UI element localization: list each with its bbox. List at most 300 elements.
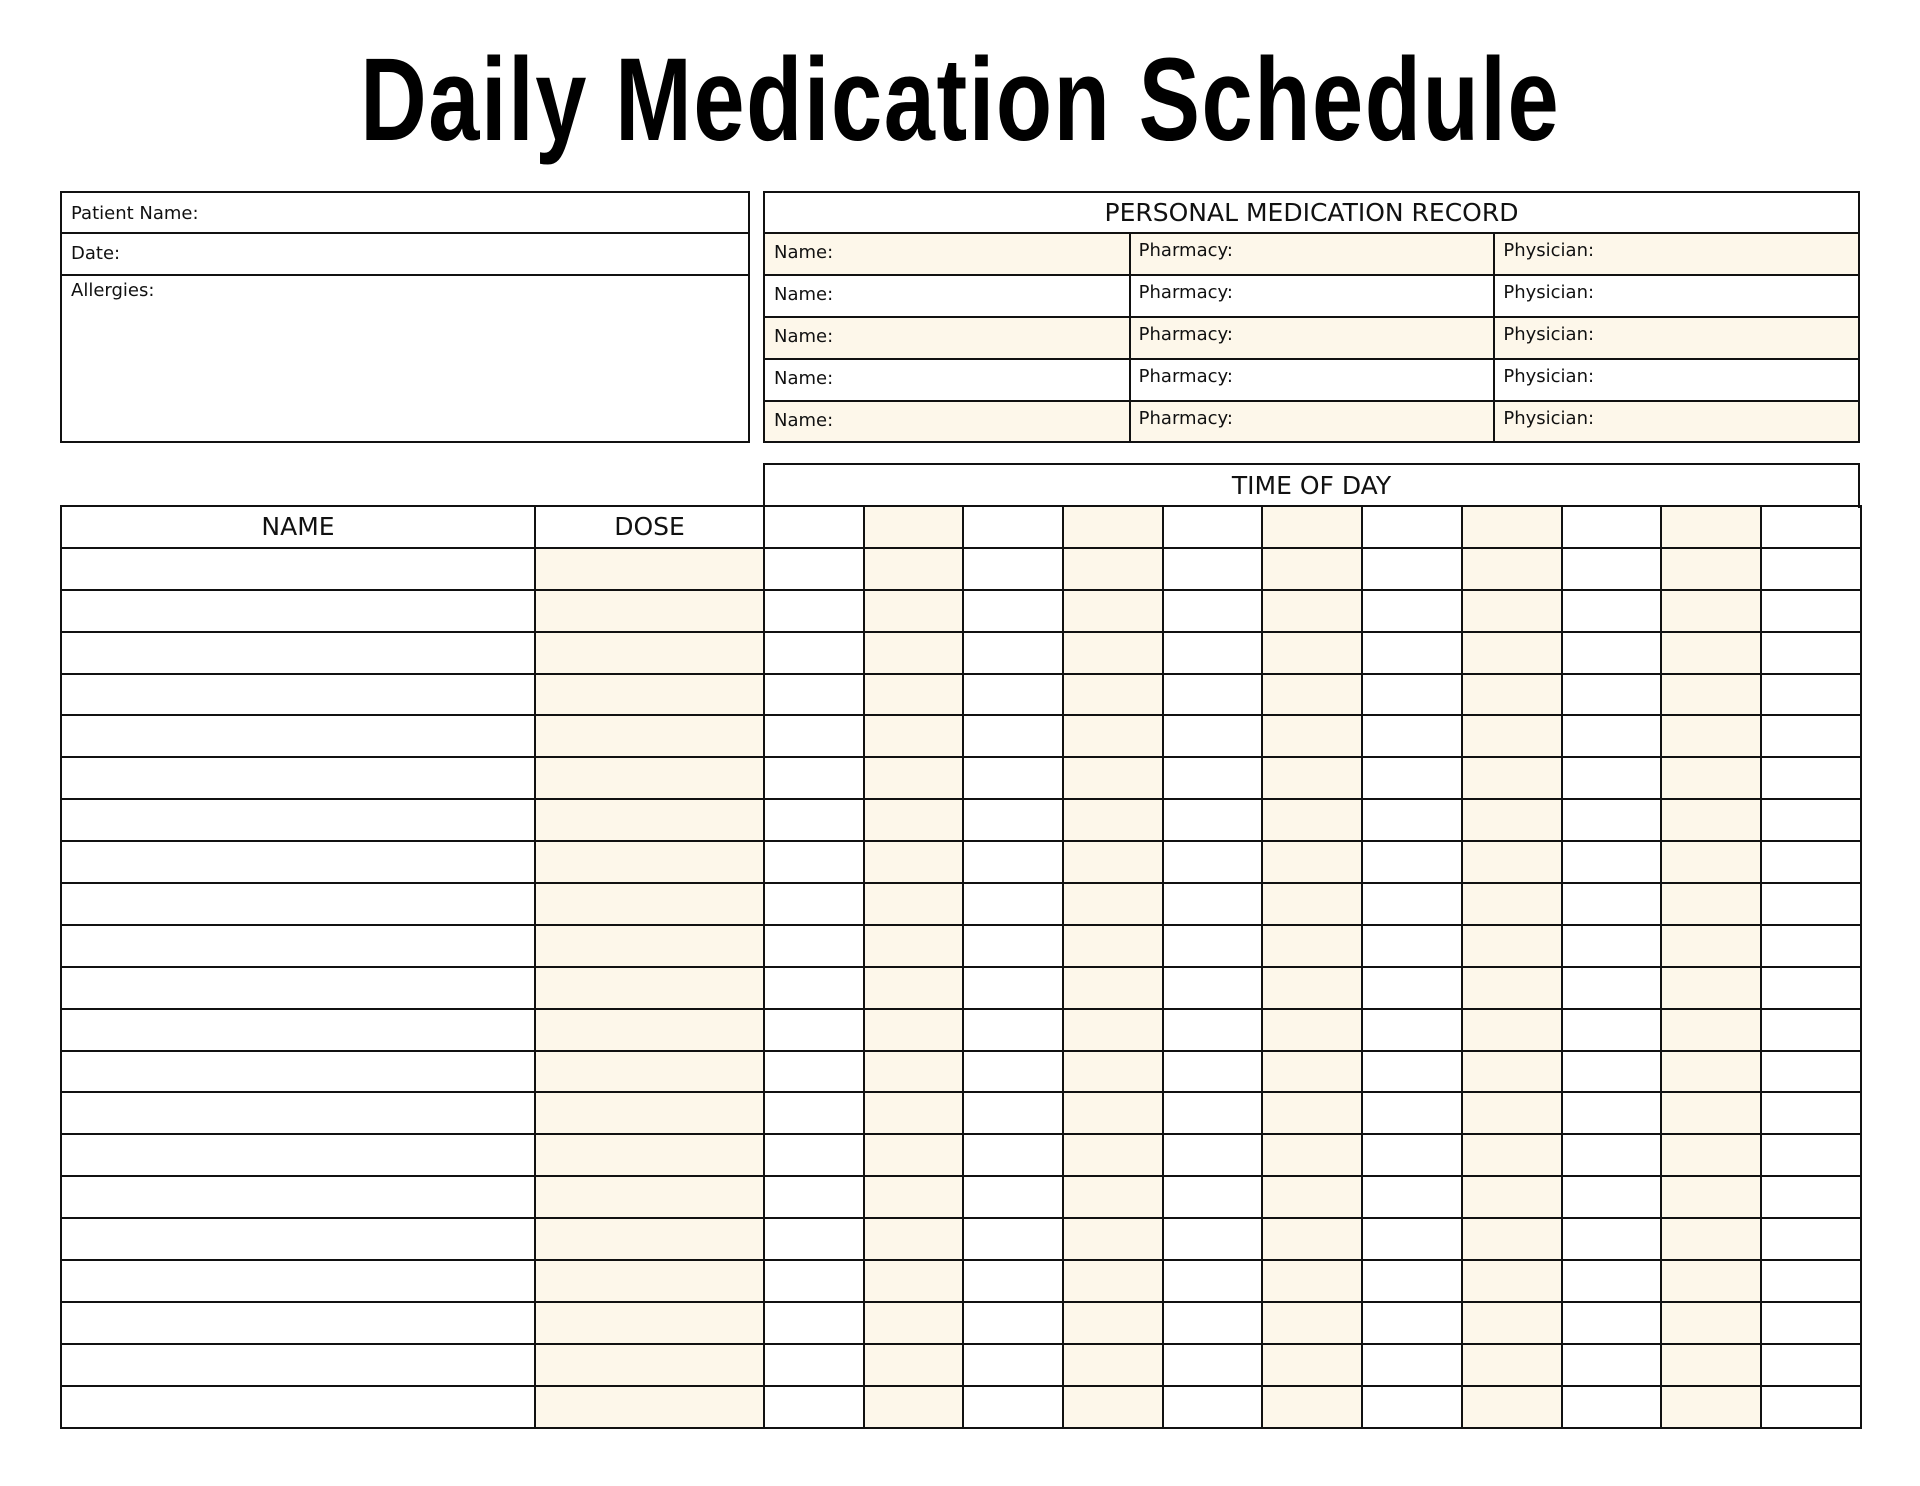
time-slot-cell[interactable] — [963, 1260, 1063, 1302]
time-slot-cell[interactable] — [1761, 757, 1861, 799]
time-slot-cell[interactable] — [1262, 1344, 1362, 1386]
dose-cell[interactable] — [535, 1009, 764, 1051]
time-slot-cell[interactable] — [1761, 1134, 1861, 1176]
time-slot-cell[interactable] — [1163, 1302, 1263, 1344]
time-slot-cell[interactable] — [1262, 883, 1362, 925]
dose-cell[interactable] — [535, 925, 764, 967]
time-slot-header[interactable] — [1661, 506, 1761, 548]
time-slot-cell[interactable] — [1362, 757, 1462, 799]
time-slot-cell[interactable] — [764, 1009, 864, 1051]
time-slot-cell[interactable] — [764, 925, 864, 967]
time-slot-header[interactable] — [1163, 506, 1263, 548]
time-slot-cell[interactable] — [963, 590, 1063, 632]
time-slot-cell[interactable] — [864, 674, 964, 716]
dose-cell[interactable] — [535, 1260, 764, 1302]
time-slot-cell[interactable] — [864, 967, 964, 1009]
time-slot-cell[interactable] — [1063, 1386, 1163, 1428]
time-slot-cell[interactable] — [1163, 1134, 1263, 1176]
time-slot-cell[interactable] — [1661, 841, 1761, 883]
record-pharmacy-field[interactable]: Pharmacy: — [1129, 402, 1494, 441]
time-slot-cell[interactable] — [764, 1176, 864, 1218]
time-slot-cell[interactable] — [1362, 925, 1462, 967]
medication-name-cell[interactable] — [61, 674, 535, 716]
time-slot-cell[interactable] — [1562, 841, 1662, 883]
time-slot-cell[interactable] — [1262, 1092, 1362, 1134]
time-slot-cell[interactable] — [1761, 1176, 1861, 1218]
time-slot-cell[interactable] — [864, 1009, 964, 1051]
time-slot-header[interactable] — [1063, 506, 1163, 548]
time-slot-cell[interactable] — [1761, 1260, 1861, 1302]
record-physician-field[interactable]: Physician: — [1493, 318, 1858, 358]
time-slot-cell[interactable] — [1562, 715, 1662, 757]
time-slot-cell[interactable] — [1063, 883, 1163, 925]
time-slot-cell[interactable] — [1063, 1218, 1163, 1260]
time-slot-cell[interactable] — [1562, 632, 1662, 674]
time-slot-cell[interactable] — [1063, 1176, 1163, 1218]
time-slot-cell[interactable] — [1063, 1260, 1163, 1302]
time-slot-cell[interactable] — [1661, 1051, 1761, 1093]
time-slot-cell[interactable] — [1761, 925, 1861, 967]
time-slot-cell[interactable] — [1462, 799, 1562, 841]
medication-name-cell[interactable] — [61, 1009, 535, 1051]
time-slot-cell[interactable] — [963, 1218, 1063, 1260]
medication-name-cell[interactable] — [61, 1051, 535, 1093]
time-slot-cell[interactable] — [764, 967, 864, 1009]
medication-name-cell[interactable] — [61, 799, 535, 841]
time-slot-cell[interactable] — [864, 1386, 964, 1428]
time-slot-cell[interactable] — [1462, 1009, 1562, 1051]
time-slot-cell[interactable] — [1063, 967, 1163, 1009]
time-slot-cell[interactable] — [963, 841, 1063, 883]
dose-cell[interactable] — [535, 883, 764, 925]
time-slot-cell[interactable] — [1362, 799, 1462, 841]
time-slot-cell[interactable] — [1163, 590, 1263, 632]
time-slot-cell[interactable] — [864, 1218, 964, 1260]
medication-name-cell[interactable] — [61, 1344, 535, 1386]
time-slot-cell[interactable] — [1262, 674, 1362, 716]
medication-name-cell[interactable] — [61, 967, 535, 1009]
time-slot-cell[interactable] — [963, 1344, 1063, 1386]
time-slot-cell[interactable] — [1761, 590, 1861, 632]
time-slot-cell[interactable] — [1661, 1092, 1761, 1134]
medication-name-cell[interactable] — [61, 1260, 535, 1302]
time-slot-cell[interactable] — [1262, 1051, 1362, 1093]
time-slot-cell[interactable] — [1761, 799, 1861, 841]
medication-name-cell[interactable] — [61, 841, 535, 883]
time-slot-cell[interactable] — [1063, 632, 1163, 674]
time-slot-cell[interactable] — [1262, 1218, 1362, 1260]
time-slot-cell[interactable] — [1761, 674, 1861, 716]
dose-cell[interactable] — [535, 1176, 764, 1218]
record-name-field[interactable]: Name: — [774, 242, 834, 263]
time-slot-header[interactable] — [1462, 506, 1562, 548]
time-slot-cell[interactable] — [1063, 799, 1163, 841]
time-slot-cell[interactable] — [1661, 1009, 1761, 1051]
time-slot-cell[interactable] — [1761, 715, 1861, 757]
time-slot-cell[interactable] — [764, 590, 864, 632]
time-slot-cell[interactable] — [1462, 967, 1562, 1009]
time-slot-cell[interactable] — [1063, 1009, 1163, 1051]
dose-cell[interactable] — [535, 1344, 764, 1386]
time-slot-cell[interactable] — [1362, 590, 1462, 632]
medication-name-cell[interactable] — [61, 1176, 535, 1218]
time-slot-cell[interactable] — [1462, 590, 1562, 632]
time-slot-cell[interactable] — [963, 925, 1063, 967]
time-slot-cell[interactable] — [764, 632, 864, 674]
dose-cell[interactable] — [535, 590, 764, 632]
time-slot-cell[interactable] — [864, 841, 964, 883]
time-slot-cell[interactable] — [1063, 1092, 1163, 1134]
time-slot-cell[interactable] — [1562, 799, 1662, 841]
time-slot-cell[interactable] — [963, 1051, 1063, 1093]
time-slot-cell[interactable] — [1063, 715, 1163, 757]
time-slot-cell[interactable] — [1661, 1344, 1761, 1386]
time-slot-cell[interactable] — [1462, 715, 1562, 757]
time-slot-cell[interactable] — [1362, 1302, 1462, 1344]
medication-name-cell[interactable] — [61, 1218, 535, 1260]
time-slot-cell[interactable] — [1761, 1344, 1861, 1386]
time-slot-cell[interactable] — [1163, 1386, 1263, 1428]
time-slot-cell[interactable] — [1063, 1134, 1163, 1176]
time-slot-cell[interactable] — [1761, 967, 1861, 1009]
dose-cell[interactable] — [535, 1134, 764, 1176]
time-slot-cell[interactable] — [1063, 1344, 1163, 1386]
time-slot-cell[interactable] — [764, 841, 864, 883]
time-slot-cell[interactable] — [864, 715, 964, 757]
time-slot-cell[interactable] — [1462, 674, 1562, 716]
time-slot-cell[interactable] — [1661, 1260, 1761, 1302]
record-physician-field[interactable]: Physician: — [1493, 234, 1858, 274]
time-slot-cell[interactable] — [1362, 1218, 1462, 1260]
time-slot-cell[interactable] — [963, 1176, 1063, 1218]
time-slot-cell[interactable] — [1262, 548, 1362, 590]
time-slot-cell[interactable] — [864, 799, 964, 841]
time-slot-cell[interactable] — [764, 1051, 864, 1093]
time-slot-cell[interactable] — [1462, 1176, 1562, 1218]
time-slot-cell[interactable] — [864, 1092, 964, 1134]
time-slot-cell[interactable] — [1163, 715, 1263, 757]
time-slot-cell[interactable] — [764, 1302, 864, 1344]
dose-cell[interactable] — [535, 715, 764, 757]
time-slot-cell[interactable] — [1761, 1009, 1861, 1051]
patient-name-field[interactable] — [62, 193, 748, 234]
time-slot-cell[interactable] — [1362, 1386, 1462, 1428]
time-slot-cell[interactable] — [1163, 841, 1263, 883]
dose-cell[interactable] — [535, 841, 764, 883]
time-slot-cell[interactable] — [1661, 715, 1761, 757]
time-slot-cell[interactable] — [1661, 1218, 1761, 1260]
time-slot-cell[interactable] — [1362, 1176, 1462, 1218]
time-slot-cell[interactable] — [1362, 548, 1462, 590]
time-slot-cell[interactable] — [1063, 548, 1163, 590]
time-slot-cell[interactable] — [1163, 925, 1263, 967]
time-slot-cell[interactable] — [1362, 674, 1462, 716]
time-slot-cell[interactable] — [1661, 590, 1761, 632]
time-slot-cell[interactable] — [963, 548, 1063, 590]
time-slot-cell[interactable] — [1562, 1176, 1662, 1218]
time-slot-cell[interactable] — [963, 967, 1063, 1009]
time-slot-cell[interactable] — [1262, 1260, 1362, 1302]
record-pharmacy-field[interactable]: Pharmacy: — [1129, 318, 1494, 358]
time-slot-cell[interactable] — [1761, 841, 1861, 883]
medication-name-cell[interactable] — [61, 925, 535, 967]
medication-name-cell[interactable] — [61, 590, 535, 632]
medication-name-cell[interactable] — [61, 1092, 535, 1134]
medication-name-cell[interactable] — [61, 1134, 535, 1176]
time-slot-cell[interactable] — [1063, 1302, 1163, 1344]
record-physician-field[interactable]: Physician: — [1493, 276, 1858, 316]
time-slot-cell[interactable] — [1163, 1092, 1263, 1134]
time-slot-cell[interactable] — [1761, 883, 1861, 925]
time-slot-cell[interactable] — [1362, 841, 1462, 883]
time-slot-cell[interactable] — [1761, 1051, 1861, 1093]
time-slot-cell[interactable] — [1163, 1051, 1263, 1093]
medication-name-cell[interactable] — [61, 715, 535, 757]
time-slot-cell[interactable] — [1462, 1092, 1562, 1134]
time-slot-cell[interactable] — [963, 1386, 1063, 1428]
record-pharmacy-field[interactable]: Pharmacy: — [1129, 360, 1494, 400]
time-slot-cell[interactable] — [1163, 1009, 1263, 1051]
time-slot-cell[interactable] — [864, 925, 964, 967]
time-slot-cell[interactable] — [1562, 1009, 1662, 1051]
dose-cell[interactable] — [535, 1092, 764, 1134]
time-slot-cell[interactable] — [1562, 1134, 1662, 1176]
time-slot-cell[interactable] — [1262, 632, 1362, 674]
time-slot-cell[interactable] — [1462, 1218, 1562, 1260]
medication-name-cell[interactable] — [61, 883, 535, 925]
medication-name-cell[interactable] — [61, 1386, 535, 1428]
time-slot-cell[interactable] — [963, 1302, 1063, 1344]
time-slot-cell[interactable] — [764, 1260, 864, 1302]
time-slot-cell[interactable] — [1462, 883, 1562, 925]
time-slot-cell[interactable] — [1661, 883, 1761, 925]
time-slot-cell[interactable] — [1661, 1134, 1761, 1176]
time-slot-cell[interactable] — [1063, 1051, 1163, 1093]
allergies-field[interactable] — [62, 276, 748, 441]
time-slot-cell[interactable] — [764, 1134, 864, 1176]
time-slot-cell[interactable] — [1262, 967, 1362, 1009]
time-slot-cell[interactable] — [864, 883, 964, 925]
time-slot-cell[interactable] — [963, 1134, 1063, 1176]
time-slot-cell[interactable] — [1562, 925, 1662, 967]
time-slot-cell[interactable] — [1562, 548, 1662, 590]
time-slot-cell[interactable] — [1163, 548, 1263, 590]
time-slot-cell[interactable] — [764, 757, 864, 799]
time-slot-cell[interactable] — [1661, 548, 1761, 590]
time-slot-cell[interactable] — [1163, 1344, 1263, 1386]
time-slot-header[interactable] — [1262, 506, 1362, 548]
time-slot-cell[interactable] — [1362, 1344, 1462, 1386]
time-slot-cell[interactable] — [963, 1009, 1063, 1051]
time-slot-cell[interactable] — [1262, 841, 1362, 883]
time-slot-cell[interactable] — [764, 1344, 864, 1386]
time-slot-cell[interactable] — [1661, 757, 1761, 799]
dose-cell[interactable] — [535, 1386, 764, 1428]
time-slot-cell[interactable] — [963, 1092, 1063, 1134]
time-slot-cell[interactable] — [1063, 590, 1163, 632]
time-slot-cell[interactable] — [1462, 925, 1562, 967]
dose-cell[interactable] — [535, 674, 764, 716]
time-slot-header[interactable] — [1362, 506, 1462, 548]
time-slot-cell[interactable] — [1462, 1260, 1562, 1302]
time-slot-cell[interactable] — [1362, 883, 1462, 925]
time-slot-cell[interactable] — [764, 883, 864, 925]
time-slot-cell[interactable] — [864, 590, 964, 632]
medication-name-cell[interactable] — [61, 1302, 535, 1344]
record-name-field[interactable]: Name: — [774, 368, 834, 389]
time-slot-cell[interactable] — [1262, 1176, 1362, 1218]
time-slot-cell[interactable] — [1562, 1092, 1662, 1134]
time-slot-cell[interactable] — [764, 674, 864, 716]
time-slot-cell[interactable] — [864, 757, 964, 799]
time-slot-cell[interactable] — [1163, 674, 1263, 716]
time-slot-cell[interactable] — [1661, 632, 1761, 674]
time-slot-cell[interactable] — [1462, 632, 1562, 674]
time-slot-header[interactable] — [963, 506, 1063, 548]
time-slot-cell[interactable] — [1362, 967, 1462, 1009]
time-slot-cell[interactable] — [1063, 925, 1163, 967]
time-slot-cell[interactable] — [1661, 674, 1761, 716]
time-slot-cell[interactable] — [764, 799, 864, 841]
time-slot-cell[interactable] — [1163, 757, 1263, 799]
dose-cell[interactable] — [535, 1302, 764, 1344]
dose-cell[interactable] — [535, 1218, 764, 1260]
record-pharmacy-field[interactable]: Pharmacy: — [1129, 276, 1494, 316]
time-slot-cell[interactable] — [1163, 1176, 1263, 1218]
time-slot-cell[interactable] — [1163, 799, 1263, 841]
time-slot-cell[interactable] — [1761, 1302, 1861, 1344]
time-slot-cell[interactable] — [1362, 1009, 1462, 1051]
time-slot-cell[interactable] — [1163, 1260, 1263, 1302]
time-slot-cell[interactable] — [1262, 757, 1362, 799]
time-slot-cell[interactable] — [1462, 1386, 1562, 1428]
medication-name-cell[interactable] — [61, 632, 535, 674]
time-slot-cell[interactable] — [1462, 757, 1562, 799]
time-slot-cell[interactable] — [1761, 1092, 1861, 1134]
record-physician-field[interactable]: Physician: — [1493, 360, 1858, 400]
dose-cell[interactable] — [535, 757, 764, 799]
time-slot-cell[interactable] — [1262, 1134, 1362, 1176]
time-slot-cell[interactable] — [1063, 674, 1163, 716]
time-slot-cell[interactable] — [764, 715, 864, 757]
time-slot-cell[interactable] — [1362, 1092, 1462, 1134]
time-slot-cell[interactable] — [1661, 1176, 1761, 1218]
dose-cell[interactable] — [535, 967, 764, 1009]
time-slot-cell[interactable] — [1562, 674, 1662, 716]
record-name-field[interactable]: Name: — [774, 284, 834, 305]
time-slot-cell[interactable] — [1661, 1302, 1761, 1344]
dose-cell[interactable] — [535, 1051, 764, 1093]
time-slot-cell[interactable] — [1462, 841, 1562, 883]
time-slot-cell[interactable] — [1761, 632, 1861, 674]
time-slot-header[interactable] — [864, 506, 964, 548]
time-slot-cell[interactable] — [1163, 1218, 1263, 1260]
time-slot-cell[interactable] — [1163, 883, 1263, 925]
time-slot-cell[interactable] — [963, 757, 1063, 799]
time-slot-cell[interactable] — [1562, 967, 1662, 1009]
record-pharmacy-field[interactable]: Pharmacy: — [1129, 234, 1494, 274]
time-slot-cell[interactable] — [864, 632, 964, 674]
time-slot-cell[interactable] — [1761, 1218, 1861, 1260]
record-name-field[interactable]: Name: — [774, 326, 834, 347]
time-slot-cell[interactable] — [1562, 1386, 1662, 1428]
time-slot-cell[interactable] — [764, 1218, 864, 1260]
time-slot-cell[interactable] — [1562, 1051, 1662, 1093]
time-slot-cell[interactable] — [1661, 967, 1761, 1009]
time-slot-cell[interactable] — [1063, 841, 1163, 883]
time-slot-cell[interactable] — [963, 799, 1063, 841]
time-slot-header[interactable] — [764, 506, 864, 548]
time-slot-cell[interactable] — [1462, 548, 1562, 590]
time-slot-cell[interactable] — [1661, 925, 1761, 967]
time-slot-cell[interactable] — [1262, 590, 1362, 632]
time-slot-cell[interactable] — [1562, 1302, 1662, 1344]
time-slot-cell[interactable] — [864, 1302, 964, 1344]
time-slot-cell[interactable] — [864, 548, 964, 590]
time-slot-header[interactable] — [1761, 506, 1861, 548]
time-slot-cell[interactable] — [764, 1092, 864, 1134]
time-slot-cell[interactable] — [1562, 757, 1662, 799]
time-slot-cell[interactable] — [864, 1134, 964, 1176]
time-slot-cell[interactable] — [1462, 1134, 1562, 1176]
time-slot-cell[interactable] — [1262, 715, 1362, 757]
time-slot-cell[interactable] — [1562, 883, 1662, 925]
time-slot-cell[interactable] — [1562, 1260, 1662, 1302]
time-slot-cell[interactable] — [1163, 632, 1263, 674]
time-slot-cell[interactable] — [963, 632, 1063, 674]
time-slot-cell[interactable] — [864, 1260, 964, 1302]
time-slot-cell[interactable] — [864, 1176, 964, 1218]
time-slot-cell[interactable] — [1362, 632, 1462, 674]
time-slot-cell[interactable] — [1362, 715, 1462, 757]
time-slot-cell[interactable] — [1761, 1386, 1861, 1428]
time-slot-cell[interactable] — [1063, 757, 1163, 799]
dose-cell[interactable] — [535, 799, 764, 841]
dose-cell[interactable] — [535, 632, 764, 674]
time-slot-cell[interactable] — [1362, 1051, 1462, 1093]
time-slot-cell[interactable] — [764, 1386, 864, 1428]
time-slot-cell[interactable] — [1262, 1009, 1362, 1051]
time-slot-cell[interactable] — [864, 1051, 964, 1093]
record-name-field[interactable]: Name: — [774, 410, 834, 431]
time-slot-cell[interactable] — [1462, 1344, 1562, 1386]
time-slot-cell[interactable] — [1761, 548, 1861, 590]
time-slot-cell[interactable] — [1562, 590, 1662, 632]
time-slot-cell[interactable] — [963, 715, 1063, 757]
time-slot-cell[interactable] — [764, 548, 864, 590]
time-slot-cell[interactable] — [1163, 967, 1263, 1009]
time-slot-cell[interactable] — [963, 883, 1063, 925]
time-slot-cell[interactable] — [1562, 1344, 1662, 1386]
time-slot-cell[interactable] — [1262, 799, 1362, 841]
time-slot-cell[interactable] — [1262, 1302, 1362, 1344]
time-slot-cell[interactable] — [963, 674, 1063, 716]
time-slot-cell[interactable] — [1462, 1302, 1562, 1344]
time-slot-cell[interactable] — [1462, 1051, 1562, 1093]
date-field[interactable] — [62, 234, 748, 276]
time-slot-cell[interactable] — [1661, 799, 1761, 841]
time-slot-cell[interactable] — [1362, 1260, 1462, 1302]
time-slot-header[interactable] — [1562, 506, 1662, 548]
time-slot-cell[interactable] — [1262, 925, 1362, 967]
medication-name-cell[interactable] — [61, 757, 535, 799]
time-slot-cell[interactable] — [864, 1344, 964, 1386]
time-slot-cell[interactable] — [1661, 1386, 1761, 1428]
time-slot-cell[interactable] — [1562, 1218, 1662, 1260]
record-physician-field[interactable]: Physician: — [1493, 402, 1858, 441]
time-slot-cell[interactable] — [1362, 1134, 1462, 1176]
dose-cell[interactable] — [535, 548, 764, 590]
